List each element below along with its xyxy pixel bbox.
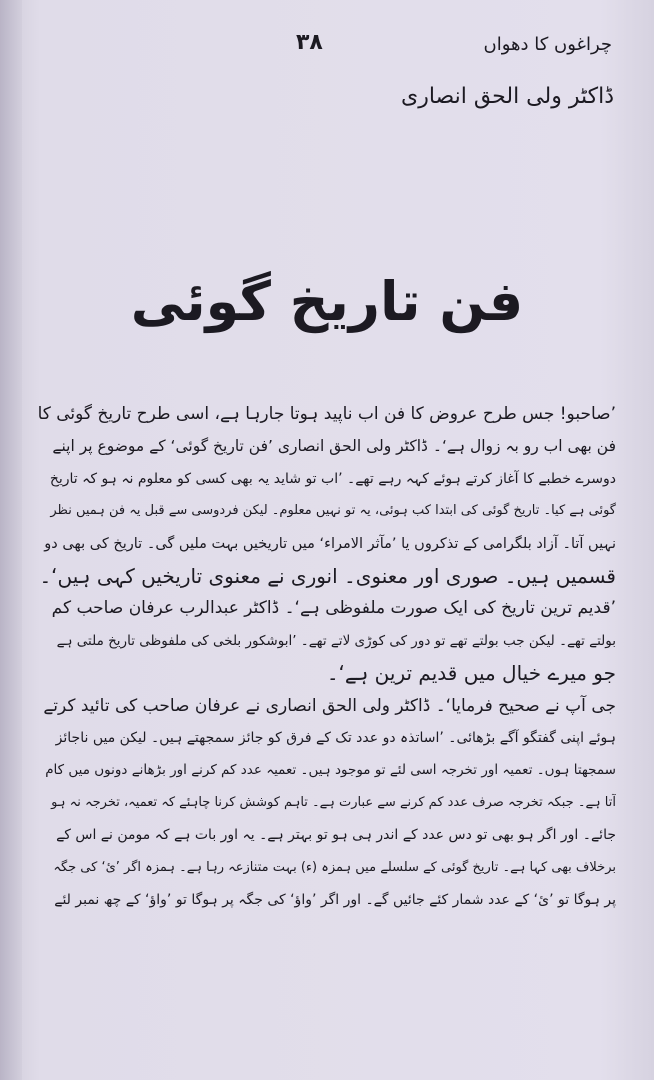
body-text (38, 398, 616, 917)
text-line: برخلاف بھی کہا ہے۔ تاریخ گوئی کے سلسلے میں ہمزہ (ء) بہت متنازعہ رہا ہے۔ ہمزہ اگر ’ئ‘ کی جگہ (53, 859, 616, 875)
chapter-heading: فن تاریخ گوئی (130, 270, 524, 333)
text-line: فن بھی اب رو بہ زوال ہے‘۔ ڈاکٹر ولی الحق انصاری ’فن تاریخ گوئی‘ کے موضوع پر اپنے (52, 437, 616, 456)
text-line: پر ہوگا تو ’ئ‘ کے عدد شمار کئے جائیں گے۔ اور اگر ’واؤ‘ کی جگہ پر ہوگا تو ’واؤ‘ کے چھ نمبر لئے (54, 892, 616, 909)
text-line: جائے۔ اور اگر ہو بھی تو دس عدد کے اندر ہی ہو تو بہتر ہے۔ یہ اور بات ہے کہ مومن نے اس کے (56, 827, 616, 844)
page-number: ۳۸ (296, 30, 323, 55)
text-line: گوئی ہے کیا۔ تاریخ گوئی کی ابتدا کب ہوئی، یہ تو نہیں معلوم۔ لیکن فردوسی سے قبل یہ فن ہمیں نظر (50, 503, 616, 519)
text-line: ’قدیم ترین تاریخ کی ایک صورت ملفوظی ہے‘۔ ڈاکٹر عبدالرب عرفان صاحب کم (51, 598, 616, 619)
text-line: ہوئے اپنی گفتگو آگے بڑھائی۔ ’اساتذہ دو عدد تک کے فرق کو جائز سمجھتے ہیں۔ لیکن میں ناجائز (55, 730, 616, 747)
text-line: دوسرے خطبے کا آغاز کرتے ہوئے کہہ رہے تھے۔ ’اب تو شاید یہ بھی کسی کو معلوم نہ ہو کہ تاریخ (49, 470, 616, 487)
paragraph-1 (38, 398, 616, 592)
text-line: جی آپ نے صحیح فرمایا‘۔ ڈاکٹر ولی الحق انصاری نے عرفان صاحب کی تائید کرتے (43, 695, 616, 716)
paragraph-2 (38, 592, 616, 689)
text-line: آتا ہے۔ جبکہ تخرجہ صرف عدد کم کرنے سے عبارت ہے۔ تاہم کوشش کرنا چاہئے کہ تعمیہ، تخرجہ نہ ہو (51, 794, 616, 810)
author-name: ڈاکٹر ولی الحق انصاری (400, 84, 614, 109)
text-line: سمجھتا ہوں۔ تعمیہ اور تخرجہ اسی لئے تو موجود ہیں۔ تعمیہ عدد کم کرنے اور بڑھانے دونوں میں کام (45, 762, 616, 779)
text-line: نہیں آتا۔ آزاد بلگرامی کے تذکروں یا ’مآثر الامراء‘ میں تاریخیں بہت ملیں گی۔ تاریخ کی بھی دو (44, 535, 616, 552)
book-title: چراغوں کا دھواں (483, 34, 612, 55)
page-binding-shadow (0, 0, 22, 1080)
paragraph-3 (38, 690, 616, 917)
text-line: جو میرے خیال میں قدیم ترین ہے‘۔ (326, 661, 616, 686)
text-line: بولتے تھے۔ لیکن جب بولتے تھے تو دور کی کوڑی لاتے تھے۔ ’ابوشکور بلخی کی ملفوظی تاریخ ملتی ہے (56, 632, 616, 649)
text-line: ’صاحبو! جس طرح عروض کا فن اب ناپید ہوتا جارہا ہے، اسی طرح تاریخ گوئی کا (38, 404, 616, 424)
text-line: قسمیں ہیں۔ صوری اور معنوی۔ انوری نے معنوی تاریخیں کہی ہیں‘۔ (39, 564, 616, 589)
